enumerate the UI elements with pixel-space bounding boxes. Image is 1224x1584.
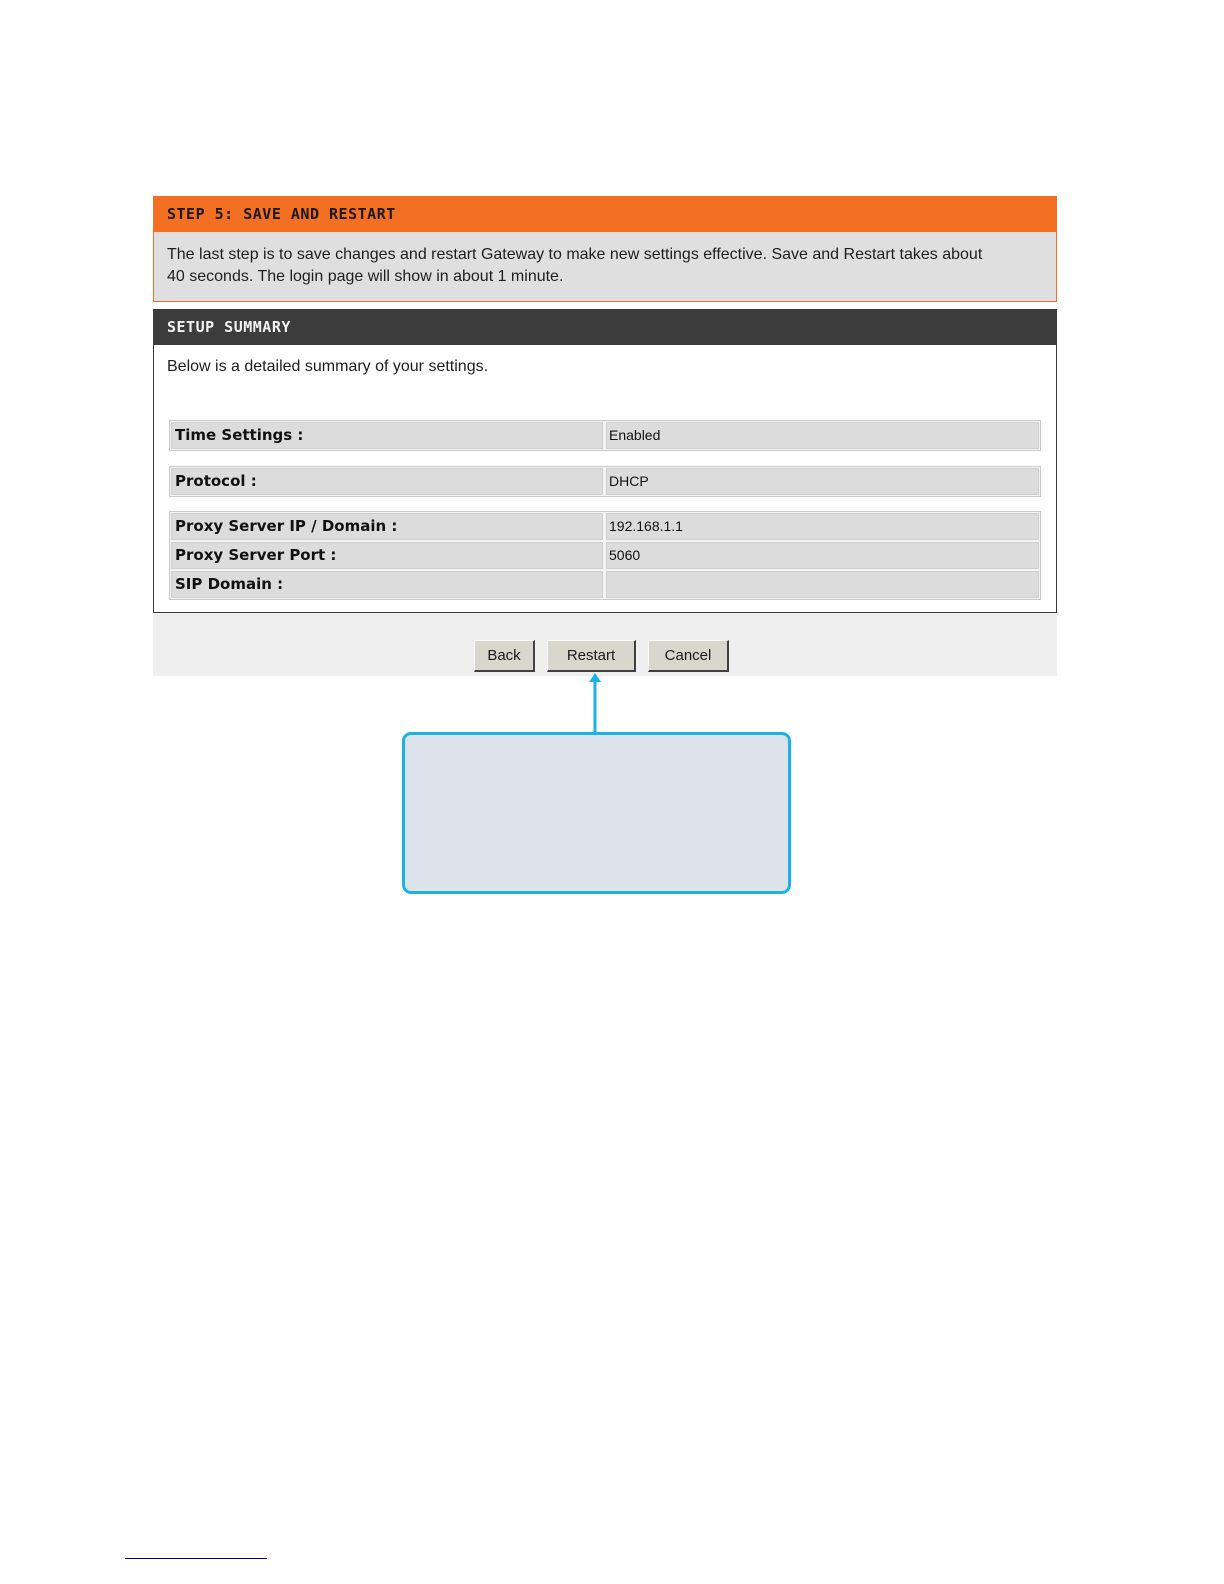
footer-rule [125,1558,267,1559]
table-row [171,571,1039,598]
back-button[interactable]: Back [474,640,535,672]
table-row [171,542,1039,569]
time-settings-label: Time Settings : [171,422,603,449]
step-description-line-2: 40 seconds. The login page will show in about 1 minute. [167,268,564,285]
proxy-server-port-label: Proxy Server Port : [171,542,603,569]
setup-summary-panel [153,309,1057,613]
summary-intro: Below is a detailed summary of your settings. [167,358,489,375]
protocol-value: DHCP [606,468,1039,495]
proxy-server-port-value: 5060 [606,542,1039,569]
step-panel [153,196,1057,302]
time-settings-value: Enabled [606,422,1039,449]
protocol-label: Protocol : [171,468,603,495]
step-description [154,232,1056,288]
summary-title: SETUP SUMMARY [154,310,1056,345]
proxy-server-ip-label: Proxy Server IP / Domain : [171,513,603,540]
callout-box [402,732,791,894]
table-row [171,468,1039,495]
proxy-settings-table [169,511,1041,600]
button-bar [153,613,1057,676]
step-description-line-1: The last step is to save changes and restart Gateway to make new settings effective. Save and Restart takes about [167,246,983,263]
table-row [171,513,1039,540]
restart-button[interactable]: Restart [547,640,636,672]
callout-arrow-icon [586,672,604,734]
table-row [171,422,1039,449]
protocol-table [169,466,1041,497]
sip-domain-label: SIP Domain : [171,571,603,598]
time-settings-table [169,420,1041,451]
cancel-button[interactable]: Cancel [648,640,729,672]
step-title: STEP 5: SAVE AND RESTART [154,197,1056,232]
sip-domain-value [606,571,1039,598]
proxy-server-ip-value: 192.168.1.1 [606,513,1039,540]
